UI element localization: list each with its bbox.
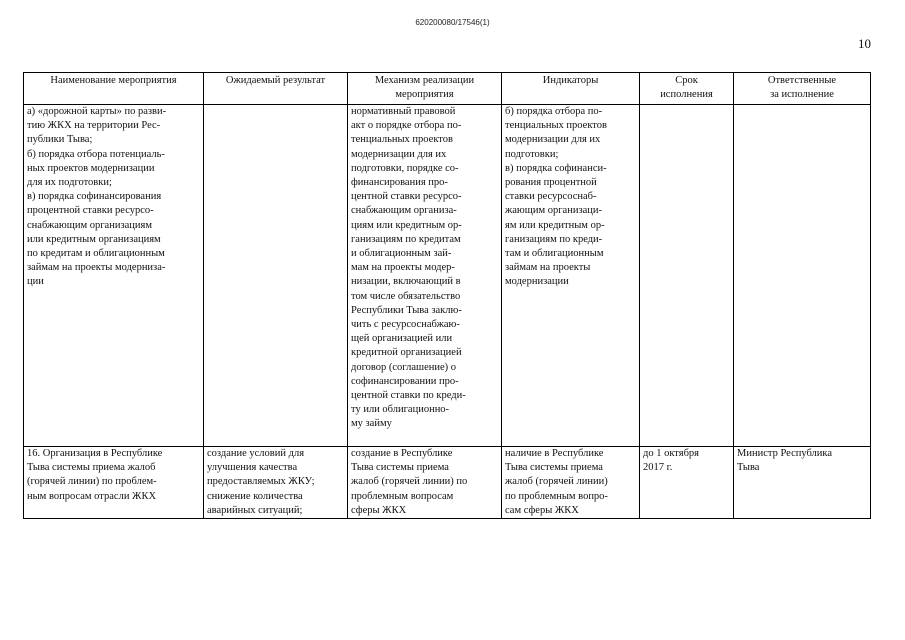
table-cell: [734, 105, 871, 447]
table-row: [24, 105, 871, 447]
table-cell: нормативный правовой акт о порядке отбора по- тенциальных проектов модернизации для их подготовки, порядке со- финансирования про- центной ставки ресурсо- снабжающим организа- циям или кредитным ор- ганизациям по кредитам и облигационным зай- мам на проекты модер- низации, включающий в том числе обязательство Республики Тыва заклю- чить с ресурсоснабжаю- щей организацией или кредитной организацией договор (соглашение) о софинансировании про- центной ставки по креди- ту или облигационно- му займу: [348, 105, 502, 447]
table-cell: Министр Республика Тыва: [734, 447, 871, 519]
column-header-responsible: Ответственные за исполнение: [734, 73, 871, 105]
table-cell: до 1 октября 2017 г.: [640, 447, 734, 519]
table-cell: а) «дорожной карты» по разви- тию ЖКХ на территории Рес- публики Тыва; б) порядка отбора потенциаль- ных проектов модернизации для их подготовки; в) порядка софинансирования процентной ставки ресурсо- снабжающим организациям или кредитным организациям по кредитам и облигационным займам на проекты модерниза- ции: [24, 105, 204, 447]
table-cell: 16. Организация в Республике Тыва системы приема жалоб (горячей линии) по проблем- ным вопросам отрасли ЖКХ: [24, 447, 204, 519]
column-header-deadline: Срок исполнения: [640, 73, 734, 105]
table-cell: создание условий для улучшения качества предоставляемых ЖКУ; снижение количества аварийных ситуаций;: [204, 447, 348, 519]
column-header-mechanism: Механизм реализации мероприятия: [348, 73, 502, 105]
table-row: [24, 447, 871, 519]
measures-table: [23, 72, 871, 519]
column-header-indicators: Индикаторы: [502, 73, 640, 105]
table-cell: наличие в Республике Тыва системы приема жалоб (горячей линии) по проблемным вопро- сам сферы ЖКХ: [502, 447, 640, 519]
column-header-expected-result: Ожидаемый результат: [204, 73, 348, 105]
table-cell: б) порядка отбора по- тенциальных проектов модернизации для их подготовки; в) порядка софинанси- рования процентной ставки ресурсоснаб- жающим организаци- ям или кредитным ор- ганизациям по креди- там и облигационным займам на проекты модернизации: [502, 105, 640, 447]
table-cell: создание в Республике Тыва системы приема жалоб (горячей линии) по проблемным вопросам сферы ЖКХ: [348, 447, 502, 519]
table-cell: [204, 105, 348, 447]
table-cell: [640, 105, 734, 447]
column-header-measure-name: Наименование мероприятия: [24, 73, 204, 105]
document-id: 620200080/17546(1): [415, 18, 490, 27]
table-header-row: [24, 73, 871, 105]
page-number: 10: [858, 36, 871, 51]
